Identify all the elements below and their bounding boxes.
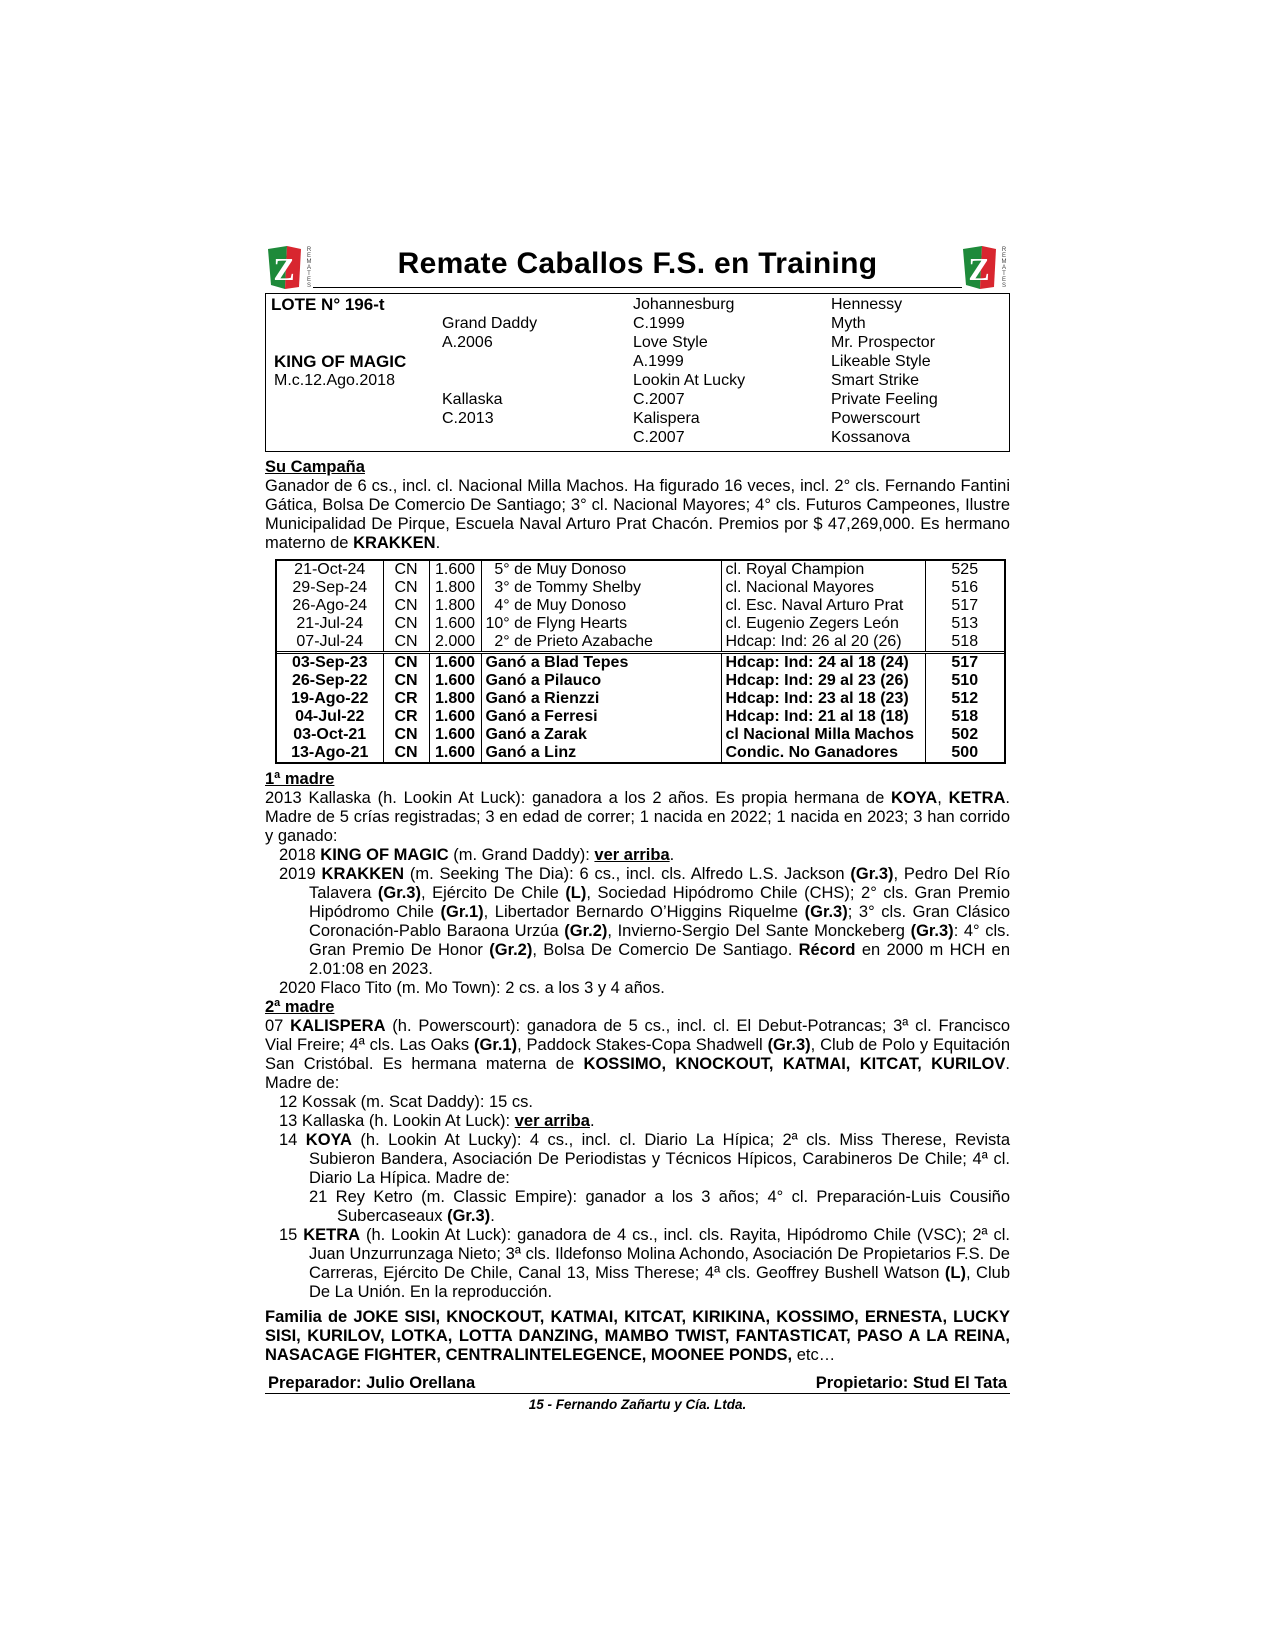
race-result: 5° de Muy Donoso — [481, 561, 721, 579]
svg-text:E: E — [306, 253, 312, 259]
produce-text: . — [490, 1207, 495, 1225]
svg-text:A: A — [306, 265, 312, 271]
grade: (Gr.2) — [489, 941, 533, 959]
race-number: 518 — [951, 708, 979, 725]
pedigree-g4: Myth — [831, 315, 866, 332]
family-etc: etc… — [792, 1346, 836, 1364]
produce-text: . — [669, 846, 675, 864]
race-number: 513 — [951, 615, 979, 632]
race-number: 510 — [951, 672, 979, 689]
grade: (Gr.3) — [447, 1207, 491, 1225]
race-date: 21-Jul-24 — [277, 615, 383, 633]
produce-text: (m. Grand Daddy): — [448, 846, 595, 864]
race-name: Hdcap: Ind: 24 al 18 (24) — [721, 653, 925, 673]
produce-text: (m. Seeking The Dia): 6 cs., incl. cls. Alfredo L.S. Jackson — [404, 865, 851, 883]
race-number: 517 — [951, 654, 979, 671]
race-row — [277, 744, 1004, 762]
svg-text:E: E — [1001, 253, 1007, 259]
wins-table — [277, 651, 1004, 762]
race-number: 525 — [951, 561, 979, 578]
grade: (Gr.3) — [850, 865, 894, 883]
grade: (Gr.3) — [767, 1036, 811, 1054]
dam-name: Kallaska — [442, 391, 503, 408]
second-dam-text: , Club de Polo y Equitación San Cristóbal. Es hermana materna de — [265, 1036, 1011, 1073]
pedigree-g4: Smart Strike — [831, 372, 920, 389]
race-row — [277, 690, 1004, 708]
grade: (Gr.1) — [474, 1036, 518, 1054]
race-track: CR — [383, 708, 429, 726]
race-track: CN — [383, 633, 429, 651]
page-footer: 15 - Fernando Zañartu y Cía. Ltda. — [528, 1397, 747, 1412]
zanartu-logo-left — [265, 243, 315, 291]
sibling-name: KETRA — [948, 789, 1006, 807]
produce-text: en 2000 m HCH en 2.01:08 en 2023. — [309, 941, 1010, 978]
produce-text: 21 Rey Ketro (m. Classic Empire): ganador a los 3 años; 4° cl. Preparación-Luis Cousiño Subercaseaux — [309, 1188, 1010, 1225]
race-distance: 1.800 — [429, 597, 481, 615]
race-record — [275, 559, 1006, 764]
race-row — [277, 726, 1004, 744]
produce-text: . — [589, 1112, 595, 1130]
grade: (Gr.2) — [564, 922, 608, 940]
produce-entry — [265, 846, 1010, 865]
separator: , — [937, 789, 949, 807]
pedigree-g3: C.2007 — [633, 429, 685, 446]
produce-name: KRAKKEN — [321, 865, 405, 883]
pedigree-g3: Johannesburg — [633, 296, 735, 313]
produce-year: 15 — [279, 1226, 304, 1244]
race-result: 2° de Prieto Azabache — [481, 633, 721, 651]
race-result: Ganó a Blad Tepes — [481, 653, 721, 673]
produce-entry — [265, 1112, 1010, 1131]
race-result: 3° de Tommy Shelby — [481, 579, 721, 597]
svg-text:E: E — [1001, 277, 1007, 283]
race-number: 512 — [951, 690, 979, 707]
grade: (L) — [565, 884, 587, 902]
sire-info: A.2006 — [442, 334, 493, 351]
produce-name: KOYA — [305, 1131, 352, 1149]
produce-name: KING OF MAGIC — [320, 846, 449, 864]
recent-races-table — [277, 561, 1004, 651]
svg-text:Z: Z — [273, 251, 295, 287]
produce-text: , Bolsa De Comercio De Santiago. — [532, 941, 799, 959]
svg-text:T: T — [307, 271, 311, 277]
produce-entry: 12 Kossak (m. Scat Daddy): 15 cs. — [279, 1093, 534, 1111]
race-distance: 1.600 — [429, 726, 481, 744]
produce-name: KETRA — [303, 1226, 361, 1244]
race-date: 03-Sep-23 — [277, 653, 383, 673]
race-row — [277, 633, 1004, 651]
page — [265, 243, 1010, 1412]
race-name: cl. Royal Champion — [721, 561, 925, 579]
produce-entry — [265, 865, 1010, 979]
race-result: Ganó a Linz — [481, 744, 721, 762]
produce-text: , Ejército De Chile — [420, 884, 566, 902]
svg-text:S: S — [1001, 283, 1007, 289]
family-names: Familia de JOKE SISI, KNOCKOUT, KATMAI, KITCAT, KIRIKINA, KOSSIMO, ERNESTA, LUCKY SISI, KURILOV, LOTKA, LOTTA DANZING, MAMBO TWIST, FANTASTICAT, PASO A LA REINA, NASACAGE FIGHTER, CENTRALINTELEGENCE, MOONEE PONDS, — [265, 1308, 1010, 1364]
race-row — [277, 653, 1004, 673]
race-track: CN — [383, 615, 429, 633]
second-dam-text: . Madre de: — [265, 1055, 1010, 1092]
produce-text: , Sociedad Hipódromo Chile (CHS); 2° cls. Gran Premio Hipódromo Chile — [309, 884, 1011, 921]
header — [265, 243, 1010, 293]
produce-year: 14 — [279, 1131, 306, 1149]
pedigree-g3: Love Style — [633, 334, 708, 351]
record-label: Récord — [798, 941, 856, 959]
produce-text: 13 Kallaska (h. Lookin At Luck): — [279, 1112, 515, 1130]
pedigree-g4: Likeable Style — [831, 353, 931, 370]
produce-text: (h. Lookin At Luck): ganadora de 4 cs., incl. cls. Rayita, Hipódromo Chile (VSC); 2ª cl. Juan Unzurrunzaga Nieto; 3ª cls. Ildefonso Molina Achondo, Asociación De Propietarios F.S. De Carreras, Ejército De Chile, Canal 13, Miss Therese; 4ª cls. Geoffrey Bushell Watson — [309, 1226, 1011, 1282]
pedigree-g3: A.1999 — [633, 353, 684, 370]
zanartu-logo-right — [960, 243, 1010, 291]
campaign-text-body: Ganador de 6 cs., incl. cl. Nacional Milla Machos. Ha figurado 16 veces, incl. 2° cls. Fernando Fantini Gática, Bolsa De Comercio De Santiago; 3° cl. Nacional Mayores; 4° cls. Futuros Campeones, Ilustre Municipalidad De Pirque, Escuela Naval Arturo Prat Chacón. Premios por $ 47,269,000. Es hermano materno de — [265, 477, 1010, 552]
trainer: Preparador: Julio Orellana — [268, 1374, 476, 1392]
race-distance: 2.000 — [429, 633, 481, 651]
horse-info: M.c.12.Ago.2018 — [274, 372, 395, 389]
lot-number: LOTE N° 196-t — [271, 295, 385, 314]
race-number: 517 — [951, 597, 979, 614]
svg-text:R: R — [1001, 247, 1007, 253]
race-result: Ganó a Ferresi — [481, 708, 721, 726]
pedigree-g3: Lookin At Lucky — [633, 372, 746, 389]
race-track: CN — [383, 672, 429, 690]
race-date: 07-Jul-24 — [277, 633, 383, 651]
ver-arriba-link[interactable]: ver arriba — [594, 846, 670, 864]
svg-text:E: E — [306, 277, 312, 283]
race-name: Hdcap: Ind: 26 al 20 (26) — [721, 633, 925, 651]
race-distance: 1.600 — [429, 744, 481, 762]
pedigree-g3: C.1999 — [633, 315, 685, 332]
race-result: Ganó a Zarak — [481, 726, 721, 744]
race-track: CN — [383, 653, 429, 673]
svg-text:S: S — [306, 283, 312, 289]
race-track: CN — [383, 726, 429, 744]
race-distance: 1.600 — [429, 672, 481, 690]
race-date: 03-Oct-21 — [277, 726, 383, 744]
produce-year: 07 — [265, 1017, 291, 1035]
page-title: Remate Caballos F.S. en Training — [397, 247, 878, 280]
race-distance: 1.600 — [429, 615, 481, 633]
race-distance: 1.600 — [429, 708, 481, 726]
produce-year: 2018 — [279, 846, 321, 864]
produce-text: , Club De La Unión. En la reproducción. — [309, 1264, 1010, 1301]
race-number: 518 — [951, 633, 979, 650]
produce-entry — [265, 1131, 1010, 1188]
pedigree-g4: Kossanova — [831, 429, 911, 446]
race-number: 516 — [951, 579, 979, 596]
race-date: 26-Ago-24 — [277, 597, 383, 615]
race-result: Ganó a Rienzzi — [481, 690, 721, 708]
race-track: CN — [383, 744, 429, 762]
grade: (Gr.3) — [804, 903, 848, 921]
race-result: 10° de Flyng Hearts — [481, 615, 721, 633]
svg-text:T: T — [1002, 271, 1006, 277]
race-result: Ganó a Pilauco — [481, 672, 721, 690]
produce-entry — [265, 1188, 1010, 1226]
pedigree-g4: Powerscourt — [831, 410, 920, 427]
first-dam-heading: 1ª madre — [265, 770, 335, 788]
race-distance: 1.800 — [429, 690, 481, 708]
produce-entry: 2020 Flaco Tito (m. Mo Town): 2 cs. a los 3 y 4 años. — [279, 979, 665, 997]
family-line — [265, 1308, 1010, 1365]
race-name: cl. Esc. Naval Arturo Prat — [721, 597, 925, 615]
second-dam-name: KALISPERA — [290, 1017, 386, 1035]
race-row — [277, 597, 1004, 615]
svg-text:M: M — [1001, 259, 1007, 265]
pedigree-g4: Private Feeling — [831, 391, 938, 408]
campaign-sibling: KRAKKEN — [353, 534, 436, 552]
grade: (Gr.3) — [377, 884, 421, 902]
ver-arriba-link[interactable]: ver arriba — [514, 1112, 590, 1130]
produce-entry — [265, 1226, 1010, 1302]
race-date: 26-Sep-22 — [277, 672, 383, 690]
race-name: cl Nacional Milla Machos — [721, 726, 925, 744]
sire-name: Grand Daddy — [442, 315, 538, 332]
produce-text: , Invierno-Sergio Del Sante Monckeberg — [607, 922, 911, 940]
race-result: 4° de Muy Donoso — [481, 597, 721, 615]
race-date: 21-Oct-24 — [277, 561, 383, 579]
title-rule — [313, 287, 962, 288]
campaign-text — [265, 477, 1010, 553]
race-number: 502 — [951, 726, 979, 743]
produce-text: , Pedro Del Río Talavera — [309, 865, 1011, 902]
second-dam-text: , Paddock Stakes-Copa Shadwell — [517, 1036, 768, 1054]
produce-text: : 4° cls. Gran Premio De Honor — [309, 922, 1011, 959]
pedigree-box — [265, 293, 1010, 452]
campaign-heading: Su Campaña — [265, 458, 365, 476]
first-dam-intro-text: 2013 Kallaska (h. Lookin At Luck): ganadora a los 2 años. Es propia hermana de — [265, 789, 892, 807]
race-track: CN — [383, 579, 429, 597]
race-date: 19-Ago-22 — [277, 690, 383, 708]
race-name: cl. Nacional Mayores — [721, 579, 925, 597]
campaign-text-end: . — [435, 534, 441, 552]
race-name: Condic. No Ganadores — [721, 744, 925, 762]
grade: (Gr.3) — [910, 922, 954, 940]
race-name: cl. Eugenio Zegers León — [721, 615, 925, 633]
second-dam-intro — [265, 1017, 1010, 1093]
pedigree-g3: Kalispera — [633, 410, 700, 427]
race-track: CR — [383, 690, 429, 708]
produce-text: , Libertador Bernardo O’Higgins Riquelme — [483, 903, 805, 921]
pedigree-g4: Mr. Prospector — [831, 334, 936, 351]
dam-info: C.2013 — [442, 410, 494, 427]
race-track: CN — [383, 561, 429, 579]
race-name: Hdcap: Ind: 21 al 18 (18) — [721, 708, 925, 726]
race-number: 500 — [951, 744, 979, 761]
race-row — [277, 615, 1004, 633]
race-row — [277, 561, 1004, 579]
race-row — [277, 708, 1004, 726]
horse-name: KING OF MAGIC — [274, 352, 407, 371]
race-distance: 1.600 — [429, 561, 481, 579]
svg-text:R: R — [306, 247, 312, 253]
pedigree-g4: Hennessy — [831, 296, 903, 313]
produce-text: ; 3° cls. Gran Clásico Coronación-Pablo Baraona Urzúa — [309, 903, 1011, 940]
race-date: 13-Ago-21 — [277, 744, 383, 762]
race-name: Hdcap: Ind: 23 al 18 (23) — [721, 690, 925, 708]
footer — [265, 1373, 1010, 1394]
race-distance: 1.600 — [429, 653, 481, 673]
grade: (L) — [944, 1264, 966, 1282]
pedigree-g3: C.2007 — [633, 391, 685, 408]
produce-year: 2019 — [279, 865, 322, 883]
second-dam-text: (h. Powerscourt): ganadora de 5 cs., incl. cl. El Debut-Potrancas; 3ª cl. Francisco Vial Freire; 4ª cls. Las Oaks — [265, 1017, 1011, 1054]
first-dam-intro-tail: . Madre de 5 crías registradas; 3 en edad de correr; 1 nacida en 2022; 1 nacida en 2023; 3 han corrido y ganado: — [265, 789, 1010, 845]
race-track: CN — [383, 597, 429, 615]
race-row — [277, 672, 1004, 690]
svg-text:M: M — [306, 259, 312, 265]
svg-text:A: A — [1001, 265, 1007, 271]
sibling-names: KOSSIMO, KNOCKOUT, KATMAI, KITCAT, KURILOV — [583, 1055, 1006, 1073]
produce-text: (h. Lookin At Lucky): 4 cs., incl. cl. Diario La Hípica; 2ª cls. Miss Therese, Revista Subieron Bandera, Asociación De Periodistas y Técnicos Hípicos, Carabineros De Chile; 4ª cl. Diario La Hípica. Madre de: — [309, 1131, 1010, 1187]
race-distance: 1.800 — [429, 579, 481, 597]
race-name: Hdcap: Ind: 29 al 23 (26) — [721, 672, 925, 690]
race-row — [277, 579, 1004, 597]
grade: (Gr.1) — [440, 903, 484, 921]
second-dam-heading: 2ª madre — [265, 998, 335, 1016]
svg-text:Z: Z — [968, 251, 990, 287]
owner: Propietario: Stud El Tata — [815, 1374, 1007, 1392]
first-dam-intro — [265, 789, 1010, 846]
race-date: 29-Sep-24 — [277, 579, 383, 597]
sibling-name: KOYA — [891, 789, 938, 807]
race-date: 04-Jul-22 — [277, 708, 383, 726]
